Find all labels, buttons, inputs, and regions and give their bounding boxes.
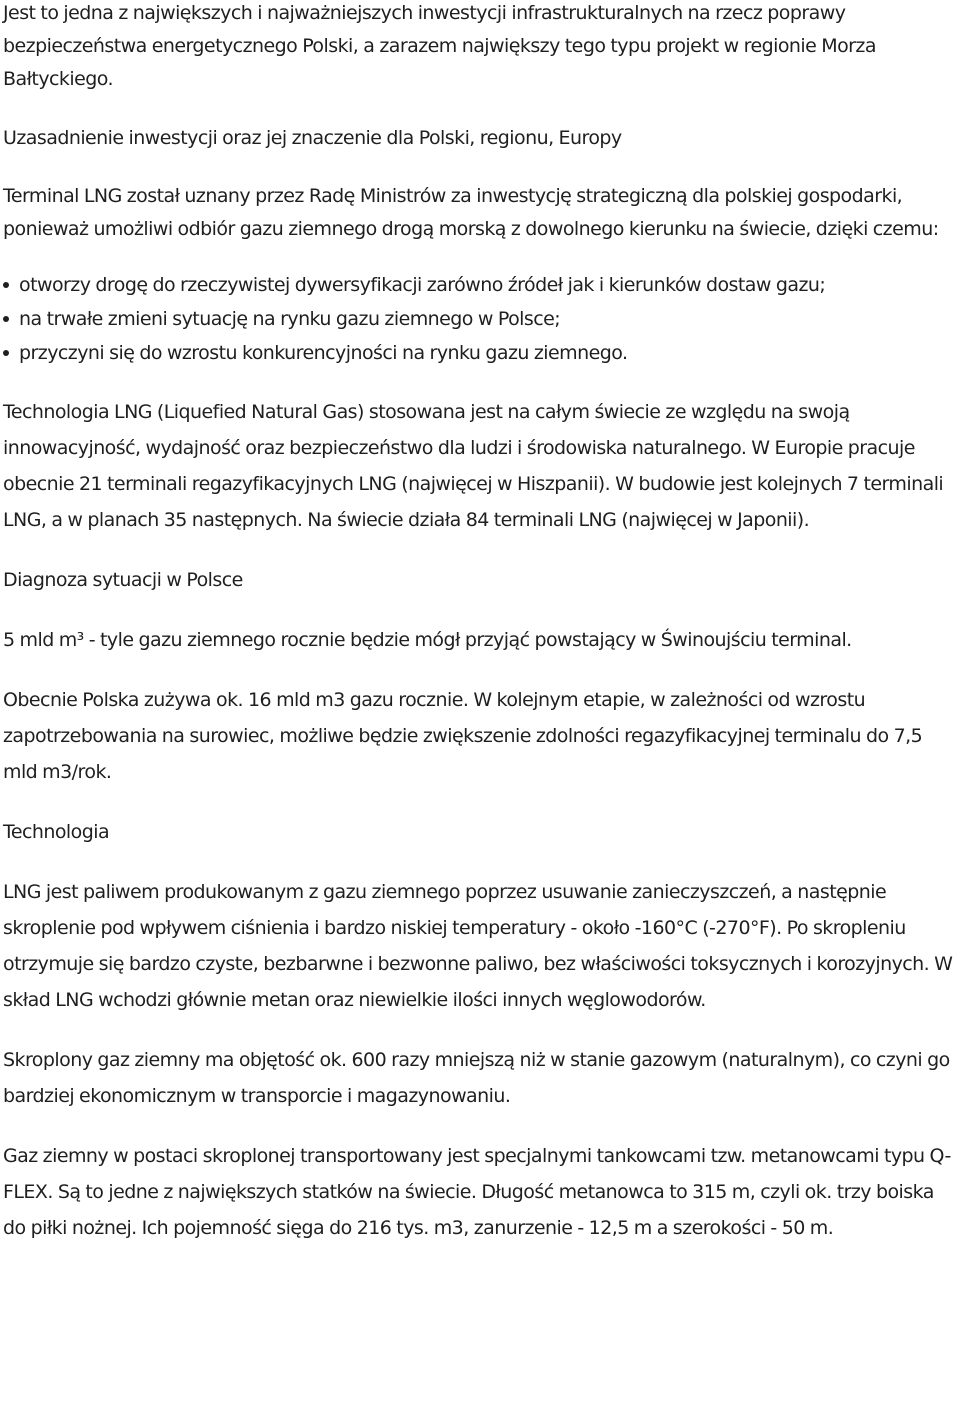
bullet-icon: [3, 316, 9, 322]
benefits-list: [3, 268, 957, 370]
bullet-icon: [3, 350, 9, 356]
lng-fuel-paragraph: LNG jest paliwem produkowanym z gazu ziemnego poprzez usuwanie zanieczyszczeń, a następnie skroplenie pod wpływem ciśnienia i bardzo niskiej temperatury - około -160°C (-270°F). Po skropleniu otrzymuje się bardzo czyste, bezbarwne i bezwonne paliwo, bez właściwości toksycznych i korozyjnych. W skład LNG wchodzi głównie metan oraz niewielkie ilości innych węglowodorów.: [3, 881, 953, 1011]
list-item: przyczyni się do wzrostu konkurencyjności na rynku gazu ziemnego.: [3, 336, 957, 370]
consumption-paragraph: Obecnie Polska zużywa ok. 16 mld m3 gazu rocznie. W kolejnym etapie, w zależności od wzrostu zapotrzebowania na surowiec, możliwe będzie zwiększenie zdolności regazyfikacyjnej terminalu do 7,5 mld m3/rok.: [3, 689, 923, 783]
intro-paragraph: Jest to jedna z największych i najważniejszych inwestycji infrastrukturalnych na rzecz poprawy bezpieczeństwa energetycznego Polski, a zarazem największy tego typu projekt w regionie Morza Bałtyckiego.: [3, 2, 876, 90]
lng-technology-paragraph: Technologia LNG (Liquefied Natural Gas) stosowana jest na całym świecie ze względu na swoją innowacyjność, wydajność oraz bezpieczeństwo dla ludzi i środowiska naturalnego. W Europie pracuje obecnie 21 terminali regazyfikacyjnych LNG (najwięcej w Hiszpanii). W budowie jest kolejnych 7 terminali LNG, a w planach 35 następnych. Na świecie działa 84 terminali LNG (najwięcej w Japonii).: [3, 401, 944, 531]
list-item: na trwałe zmieni sytuację na rynku gazu ziemnego w Polsce;: [3, 302, 957, 336]
document-page: [3, 0, 957, 1246]
list-item: otworzy drogę do rzeczywistej dywersyfikacji zarówno źródeł jak i kierunków dostaw gazu;: [3, 268, 957, 302]
capacity-paragraph: 5 mld m³ - tyle gazu ziemnego rocznie będzie mógł przyjąć powstający w Świnoujściu terminal.: [3, 629, 852, 651]
terminal-strategic-paragraph: Terminal LNG został uznany przez Radę Ministrów za inwestycję strategiczną dla polskiej gospodarki, ponieważ umożliwi odbiór gazu ziemnego drogą morską z dowolnego kierunku na świecie, dzięki czemu:: [3, 185, 939, 240]
section-heading-technology: Technologia: [3, 821, 110, 843]
section-heading-justification: Uzasadnienie inwestycji oraz jej znaczenie dla Polski, regionu, Europy: [3, 127, 622, 149]
section-heading-diagnosis: Diagnoza sytuacji w Polsce: [3, 569, 243, 591]
bullet-icon: [3, 282, 9, 288]
volume-paragraph: Skroplony gaz ziemny ma objętość ok. 600 razy mniejszą niż w stanie gazowym (naturalnym), co czyni go bardziej ekonomicznym w transporcie i magazynowaniu.: [3, 1049, 950, 1107]
tankers-paragraph: Gaz ziemny w postaci skroplonej transportowany jest specjalnymi tankowcami tzw. metanowcami typu Q-FLEX. Są to jedne z największych statków na świecie. Długość metanowca to 315 m, czyli ok. trzy boiska do piłki nożnej. Ich pojemność sięga do 216 tys. m3, zanurzenie - 12,5 m a szerokości - 50 m.: [3, 1145, 951, 1239]
